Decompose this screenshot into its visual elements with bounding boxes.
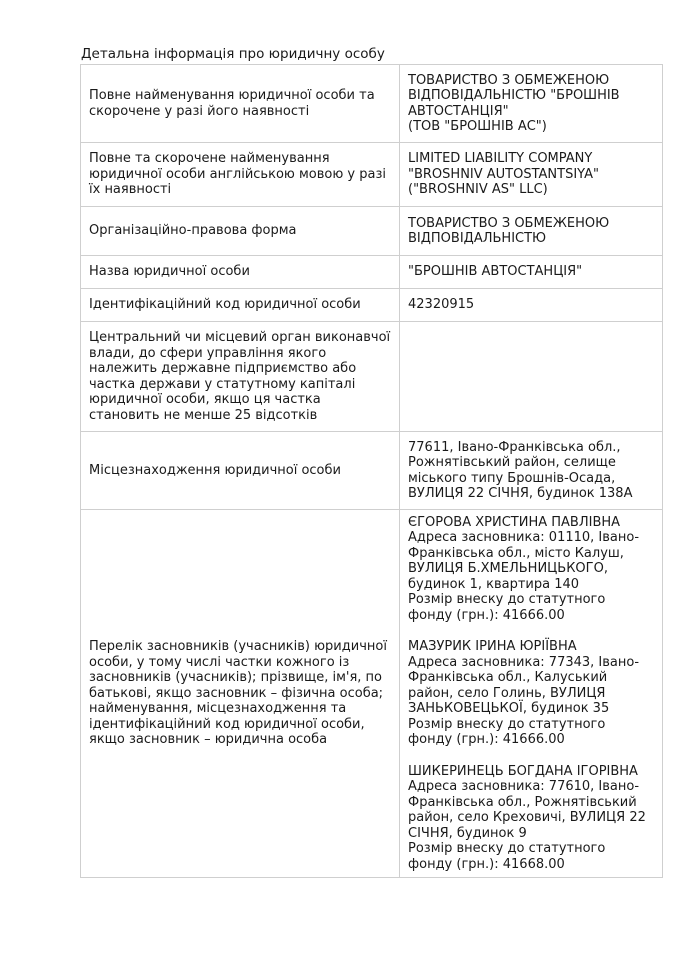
founder-line: фонду (грн.): 41666.00 <box>408 732 565 748</box>
founder-line: ЗАНЬКОВЕЦЬКОЇ, будинок 35 <box>408 701 610 717</box>
table-row <box>81 65 663 143</box>
founder-line: район, село Голинь, ВУЛИЦЯ <box>408 685 606 701</box>
table-row <box>81 207 663 256</box>
label-line: Ідентифікаційний код юридичної особи <box>89 297 361 313</box>
value-line: LIMITED LIABILITY COMPANY <box>408 151 593 167</box>
field-value <box>400 65 663 143</box>
value-line: 42320915 <box>408 297 475 313</box>
document-title: Детальна інформація про юридичну особу <box>81 46 385 62</box>
founder-line: район, село Креховичі, ВУЛИЦЯ 22 <box>408 810 646 826</box>
label-line: батькові, якщо засновник – фізична особа; <box>89 685 384 701</box>
value-line: ВУЛИЦЯ 22 СІЧНЯ, будинок 138А <box>408 486 633 501</box>
value-line: ВІДПОВІДАЛЬНІСТЮ <box>408 231 547 246</box>
label-line: Центральний чи місцевий орган виконавчої <box>89 330 391 345</box>
table-row <box>81 143 663 207</box>
field-label <box>81 289 400 322</box>
label-line: найменування, місцезнаходження та <box>89 701 347 717</box>
value-line: міського типу Брошнів-Осада, <box>408 470 616 486</box>
table-row-founders <box>81 510 663 878</box>
field-label <box>81 432 400 510</box>
field-label <box>81 65 400 143</box>
table-row <box>81 256 663 289</box>
label-line: особи, у тому числі частки кожного із <box>89 654 350 670</box>
founder-line: фонду (грн.): 41668.00 <box>408 856 565 872</box>
field-label <box>81 510 400 878</box>
field-value-empty <box>400 322 663 432</box>
founder-line: Адреса засновника: 77343, Івано- <box>408 654 640 670</box>
table-row <box>81 289 663 322</box>
value-line: "BROSHNIV AUTOSTANTSIYA" <box>408 166 599 182</box>
field-value <box>400 432 663 510</box>
value-line: ("BROSHNIV AS" LLC) <box>408 182 548 198</box>
field-value <box>400 207 663 256</box>
label-line: скорочене у разі його наявності <box>89 103 310 119</box>
founder-line: Розмір внеску до статутного <box>408 592 606 608</box>
value-line: АВТОСТАНЦІЯ" <box>408 103 509 119</box>
founder-line: ВУЛИЦЯ Б.ХМЕЛЬНИЦЬКОГО, <box>408 561 608 577</box>
label-line: засновників (учасників); прізвище, ім'я, по <box>89 670 382 686</box>
label-line: Перелік засновників (учасників) юридичної <box>89 639 387 655</box>
founders-list <box>400 510 663 878</box>
value-line: Рожнятівський район, селище <box>408 455 616 470</box>
label-line: юридичної особи англійською мовою у разі <box>89 166 386 182</box>
founder-line: СІЧНЯ, будинок 9 <box>408 825 527 841</box>
founder-line: Франківська обл., Калуський <box>408 670 608 686</box>
founder-line: Адреса засновника: 77610, Івано- <box>408 779 640 795</box>
label-line: Місцезнаходження юридичної особи <box>89 462 341 478</box>
field-label <box>81 207 400 256</box>
label-line: влади, до сфери управління якого <box>89 345 327 361</box>
label-line: частка держави у статутному капіталі <box>89 376 356 392</box>
label-line: становить не менше 25 відсотків <box>89 407 318 423</box>
label-line: належить державне підприємство або <box>89 361 357 376</box>
founder-entry <box>408 639 656 748</box>
label-line: Повне найменування юридичної особи та <box>89 88 375 103</box>
founder-line: фонду (грн.): 41666.00 <box>408 607 565 623</box>
founder-line: будинок 1, квартира 140 <box>408 576 580 592</box>
founder-name: ЄГОРОВА ХРИСТИНА ПАВЛІВНА <box>408 514 621 530</box>
field-label <box>81 143 400 207</box>
field-label <box>81 256 400 289</box>
label-line: Назва юридичної особи <box>89 264 250 280</box>
label-line: їх наявності <box>89 182 172 198</box>
founder-line: Розмір внеску до статутного <box>408 716 606 732</box>
label-line: Повне та скорочене найменування <box>89 151 330 167</box>
label-line: юридичної особи, якщо ця частка <box>89 392 321 407</box>
field-value <box>400 143 663 207</box>
value-line: ВІДПОВІДАЛЬНІСТЮ "БРОШНІВ <box>408 88 620 103</box>
value-line: ТОВАРИСТВО З ОБМЕЖЕНОЮ <box>408 215 610 231</box>
founder-name: МАЗУРИК ІРИНА ЮРІЇВНА <box>408 639 577 655</box>
founder-line: Розмір внеску до статутного <box>408 841 606 857</box>
founder-entry <box>408 515 656 624</box>
field-value <box>400 289 663 322</box>
founder-line: Адреса засновника: 01110, Івано- <box>408 530 640 546</box>
value-line: "БРОШНІВ АВТОСТАНЦІЯ" <box>408 264 583 280</box>
value-line: 77611, Івано-Франківська обл., <box>408 439 621 455</box>
label-line: Організаційно-правова форма <box>89 223 297 239</box>
spacer <box>408 623 656 639</box>
legal-entity-info-table <box>80 64 663 878</box>
founder-line: Франківська обл., Рожнятівський <box>408 794 637 810</box>
table-row <box>81 322 663 432</box>
label-line: якщо засновник – юридична особа <box>89 732 328 748</box>
label-line: ідентифікаційний код юридичної особи, <box>89 716 365 732</box>
field-value <box>400 256 663 289</box>
table-row <box>81 432 663 510</box>
field-label <box>81 322 400 432</box>
spacer <box>408 748 656 764</box>
value-line: ТОВАРИСТВО З ОБМЕЖЕНОЮ <box>408 72 610 88</box>
founder-name: ШИКЕРИНЕЦЬ БОГДАНА ІГОРІВНА <box>408 763 638 779</box>
founder-entry <box>408 764 656 873</box>
founder-line: Франківська обл., місто Калуш, <box>408 545 624 561</box>
value-line: (ТОВ "БРОШНІВ АС") <box>408 119 547 134</box>
